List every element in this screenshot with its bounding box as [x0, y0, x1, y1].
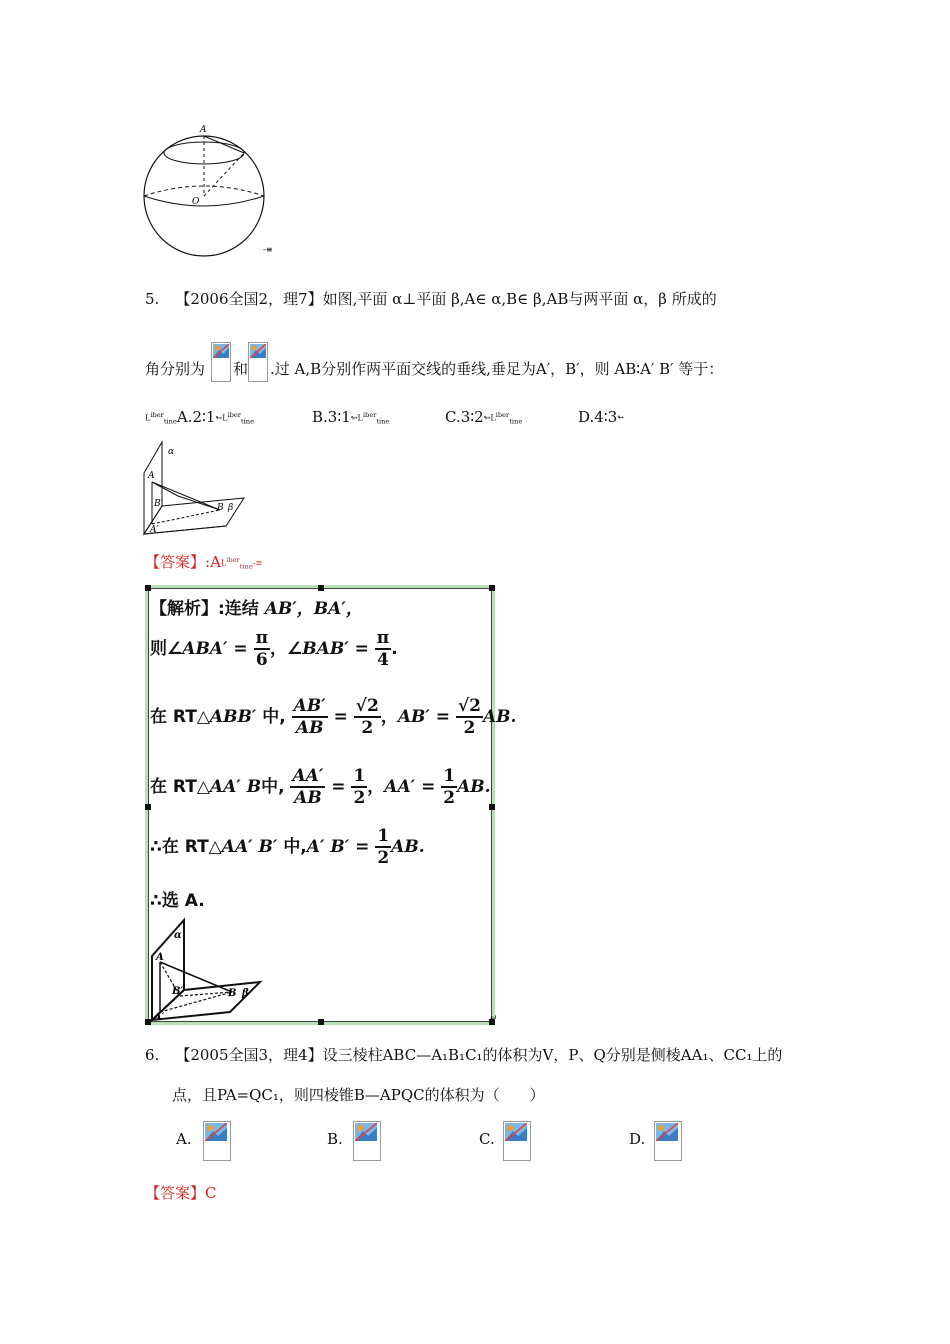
- svg-text:β: β: [242, 988, 249, 999]
- broken-image-icon: [248, 342, 268, 382]
- q6-option-b: B.: [327, 1130, 343, 1148]
- svg-text:β: β: [228, 503, 234, 513]
- sphere-figure: [140, 120, 280, 260]
- svg-text:B: B: [228, 988, 237, 999]
- q5-option-a: $L^{iber}_{tine}A.2∶1↬L^{iber}_{tine}$: [145, 408, 255, 426]
- q5-line1: [145, 288, 717, 309]
- q5-answer: 【答案】$:AL^{iber}_{tine}-\equiv$: [145, 553, 263, 571]
- svg-text:A′: A′: [150, 525, 159, 535]
- q6-option-a: A.: [176, 1130, 192, 1148]
- q5-text1: 如图,平面 α⊥平面 β,A∈ α,B∈ β,AB与两平面 α，β 所成的: [322, 290, 717, 308]
- analysis-line4: 在 RT△AA′ B中, $\frac{AA'}{AB}$ = $\frac{1}{2}$ ，AA′ = $\frac{1}{2}$ AB.: [150, 766, 491, 808]
- broken-image-icon: [211, 342, 231, 382]
- q6-option-d: D.: [629, 1130, 646, 1148]
- q5-option-c: $C.3∶2↬L^{iber}_{tine}$: [445, 408, 523, 426]
- svg-text:A′: A′: [154, 1012, 165, 1023]
- return-mark: ↵: [490, 1014, 498, 1024]
- q6-line2: 点，且PA=QC₁，则四棱锥B—APQC的体积为（ ）: [172, 1086, 545, 1104]
- q6-line1: 6. 【2005全国3，理4】设三棱柱ABC—A₁B₁C₁的体积为V，P、Q分别是侧棱AA₁、CC₁上的: [145, 1046, 783, 1064]
- svg-text:A: A: [156, 952, 164, 963]
- q5-line2-a: 角分别为: [145, 360, 206, 378]
- q5-number: 5.: [145, 290, 160, 308]
- svg-text:A: A: [148, 471, 155, 481]
- broken-image-icon: [503, 1121, 531, 1161]
- q5-option-d: D.4∶3↬: [578, 408, 624, 426]
- broken-image-icon: [654, 1121, 682, 1161]
- analysis-planes-figure: [148, 916, 268, 1024]
- analysis-line3: 在 RT△ABB′ 中, $\frac{AB'}{AB}$ = $\frac{√2}{2}$ ，AB′ = $\frac{√2}{2}$ AB.: [150, 696, 517, 738]
- svg-text:B: B: [217, 503, 224, 513]
- broken-image-icon: [353, 1121, 381, 1161]
- svg-text:α: α: [168, 447, 175, 457]
- q5-line2-b: 和: [233, 360, 249, 378]
- svg-text:B′: B′: [172, 986, 184, 997]
- sphere-label-o: O: [192, 197, 200, 207]
- analysis-title: 【解析】:连结 AB′，BA′，: [150, 599, 363, 619]
- q6-option-c: C.: [479, 1130, 495, 1148]
- q5-option-b: $B.3∶1↬L^{iber}_{tine}$: [312, 408, 390, 426]
- analysis-line2: 则∠ABA′ = $\frac{\pi}{6}$ ，∠BAB′ = $\frac{\pi}{4}$ .: [150, 628, 398, 670]
- analysis-image: [145, 585, 517, 1025]
- analysis-line6: ∴选 A.: [150, 891, 205, 911]
- analysis-line5: ∴在 RT△AA′ B′ 中,A′ B′ = $\frac{1}{2}$ AB.: [150, 826, 425, 868]
- broken-image-icon: [203, 1121, 231, 1161]
- planes-figure: [140, 438, 250, 538]
- sphere-label-a: A: [200, 125, 207, 135]
- q5-line2-c: .过 A,B分别作两平面交线的垂线,垂足为A′，B′，则 AB∶A′ B′ 等于：: [270, 360, 724, 378]
- svg-text:-≡: -≡: [263, 245, 273, 254]
- q6-answer: 【答案】C: [145, 1184, 217, 1202]
- svg-text:α: α: [174, 930, 182, 941]
- svg-text:B′: B′: [154, 499, 163, 509]
- q5-source: 【2006全国2，理7】: [175, 290, 323, 308]
